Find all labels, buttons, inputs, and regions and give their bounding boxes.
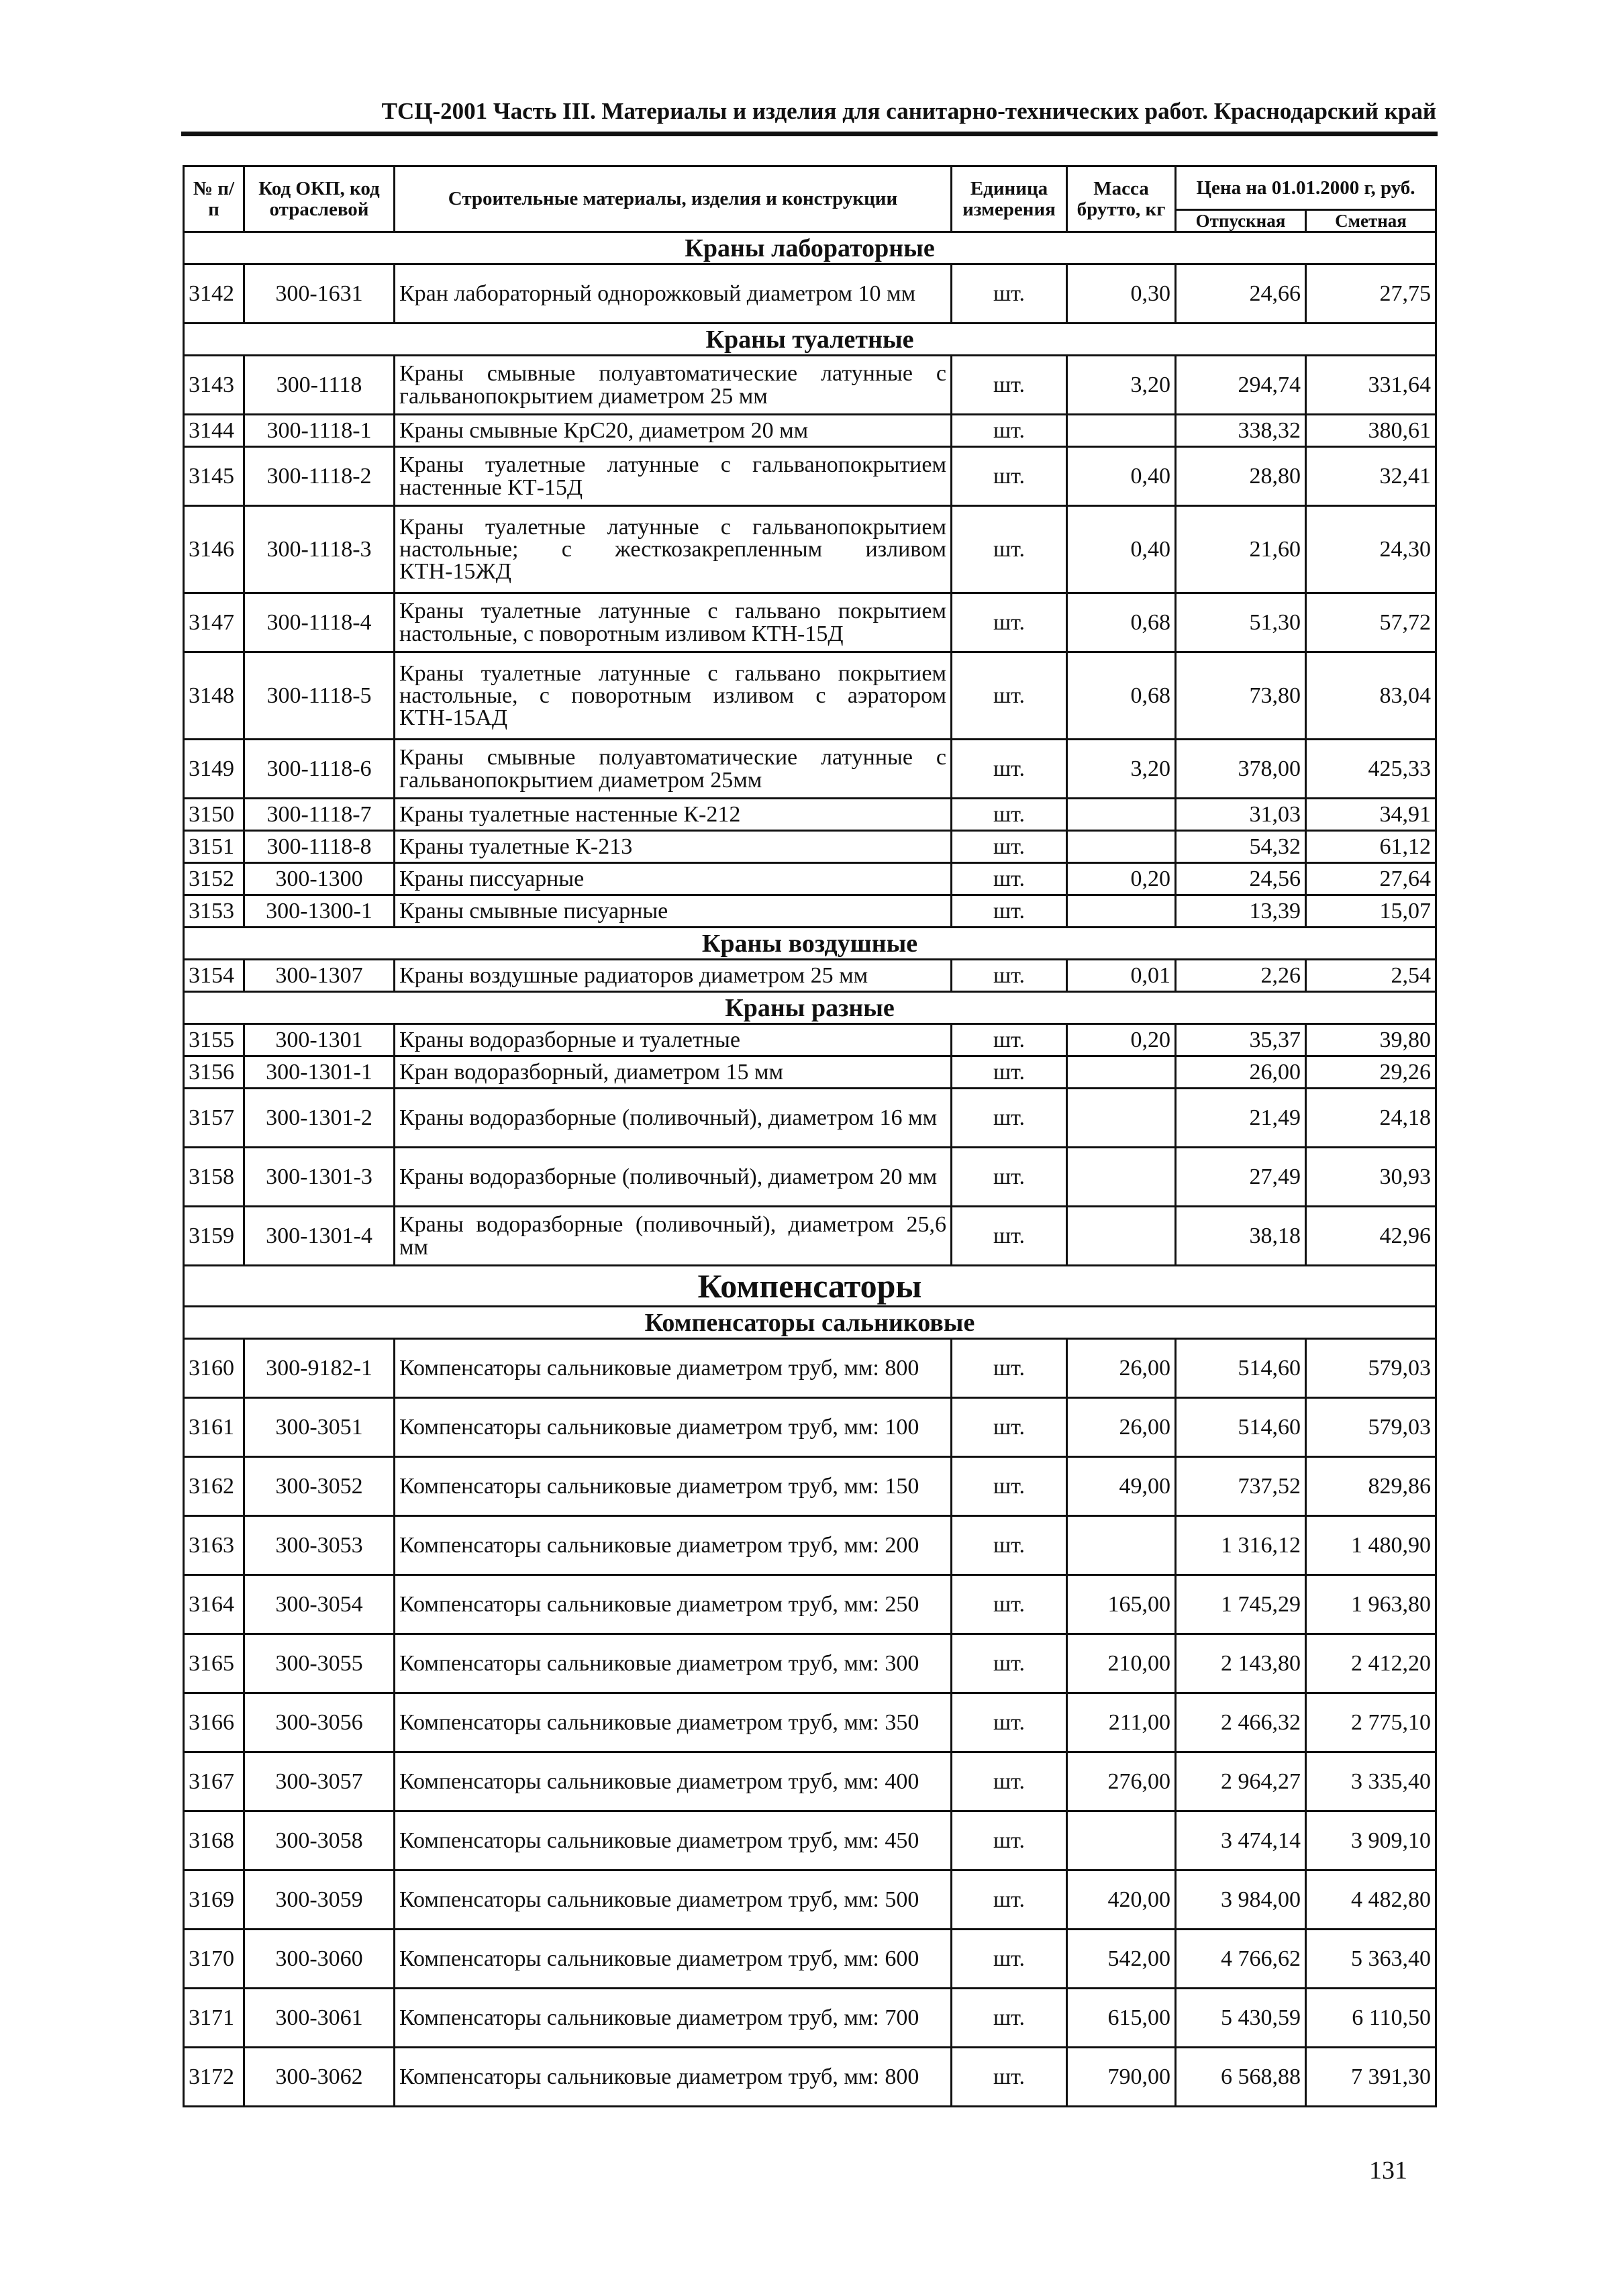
cell-name: Краны водоразборные (поливочный), диаметром 25,6 мм [395, 1207, 952, 1266]
cell-price-estimate: 2 412,20 [1306, 1634, 1436, 1693]
cell-num: 3170 [184, 1930, 244, 1989]
table-row [184, 1398, 1436, 1457]
cell-code: 300-1118-5 [244, 652, 395, 740]
col-header-price: Цена на 01.01.2000 г, руб. [1176, 166, 1436, 210]
cell-price-estimate: 2,54 [1306, 960, 1436, 992]
cell-mass: 26,00 [1067, 1398, 1176, 1457]
cell-code: 300-1118 [244, 356, 395, 415]
cell-price-estimate: 3 335,40 [1306, 1752, 1436, 1811]
table-row [184, 1056, 1436, 1089]
section-row [184, 1266, 1436, 1307]
cell-price-estimate: 29,26 [1306, 1056, 1436, 1089]
cell-code: 300-1118-4 [244, 593, 395, 652]
section-row [184, 928, 1436, 960]
cell-name: Краны туалетные латунные с гальванопокрытием настенные КТ-15Д [395, 447, 952, 506]
cell-unit: шт. [952, 1870, 1067, 1930]
cell-unit: шт. [952, 1207, 1067, 1266]
cell-name: Краны туалетные К-213 [395, 831, 952, 863]
cell-unit: шт. [952, 863, 1067, 895]
cell-code: 300-1118-2 [244, 447, 395, 506]
col-header-unit: Единица измерения [952, 166, 1067, 232]
table-body [184, 232, 1436, 2107]
cell-code: 300-3053 [244, 1516, 395, 1575]
cell-unit: шт. [952, 960, 1067, 992]
cell-code: 300-3054 [244, 1575, 395, 1634]
cell-code: 300-3055 [244, 1634, 395, 1693]
cell-mass: 0,01 [1067, 960, 1176, 992]
cell-name: Компенсаторы сальниковые диаметром труб, мм: 600 [395, 1930, 952, 1989]
cell-price-estimate: 579,03 [1306, 1398, 1436, 1457]
cell-num: 3149 [184, 740, 244, 799]
table-row [184, 1693, 1436, 1752]
cell-mass: 0,40 [1067, 506, 1176, 593]
cell-code: 300-1118-8 [244, 831, 395, 863]
cell-unit: шт. [952, 1024, 1067, 1056]
cell-num: 3148 [184, 652, 244, 740]
table-row [184, 895, 1436, 928]
cell-name: Компенсаторы сальниковые диаметром труб, мм: 300 [395, 1634, 952, 1693]
cell-code: 300-3056 [244, 1693, 395, 1752]
cell-mass: 276,00 [1067, 1752, 1176, 1811]
cell-price-release: 514,60 [1176, 1339, 1306, 1398]
cell-mass: 49,00 [1067, 1457, 1176, 1516]
cell-price-estimate: 61,12 [1306, 831, 1436, 863]
cell-unit: шт. [952, 593, 1067, 652]
cell-code: 300-3059 [244, 1870, 395, 1930]
cell-name: Кран водоразборный, диаметром 15 мм [395, 1056, 952, 1089]
cell-name: Компенсаторы сальниковые диаметром труб, мм: 100 [395, 1398, 952, 1457]
cell-unit: шт. [952, 1575, 1067, 1634]
cell-price-release: 6 568,88 [1176, 2048, 1306, 2107]
cell-price-release: 28,80 [1176, 447, 1306, 506]
col-header-price-estimate: Сметная [1306, 210, 1436, 232]
cell-price-estimate: 4 482,80 [1306, 1870, 1436, 1930]
cell-num: 3159 [184, 1207, 244, 1266]
cell-num: 3146 [184, 506, 244, 593]
cell-unit: шт. [952, 1398, 1067, 1457]
cell-mass [1067, 1516, 1176, 1575]
cell-unit: шт. [952, 1457, 1067, 1516]
cell-mass [1067, 1089, 1176, 1148]
cell-unit: шт. [952, 895, 1067, 928]
table-row [184, 1930, 1436, 1989]
cell-num: 3145 [184, 447, 244, 506]
cell-num: 3165 [184, 1634, 244, 1693]
cell-num: 3150 [184, 799, 244, 831]
table-row [184, 1339, 1436, 1398]
cell-num: 3144 [184, 415, 244, 447]
cell-unit: шт. [952, 1752, 1067, 1811]
table-row [184, 356, 1436, 415]
section-title: Компенсаторы [184, 1266, 1436, 1307]
cell-name: Компенсаторы сальниковые диаметром труб, мм: 800 [395, 2048, 952, 2107]
cell-mass: 165,00 [1067, 1575, 1176, 1634]
cell-mass: 0,20 [1067, 863, 1176, 895]
table-row [184, 447, 1436, 506]
cell-num: 3168 [184, 1811, 244, 1870]
cell-code: 300-3061 [244, 1989, 395, 2048]
table-row [184, 1457, 1436, 1516]
cell-price-estimate: 829,86 [1306, 1457, 1436, 1516]
section-row [184, 992, 1436, 1024]
cell-unit: шт. [952, 1148, 1067, 1207]
cell-name: Компенсаторы сальниковые диаметром труб, мм: 500 [395, 1870, 952, 1930]
cell-price-estimate: 42,96 [1306, 1207, 1436, 1266]
cell-code: 300-1301-1 [244, 1056, 395, 1089]
cell-num: 3162 [184, 1457, 244, 1516]
cell-name: Компенсаторы сальниковые диаметром труб, мм: 350 [395, 1693, 952, 1752]
table-row [184, 740, 1436, 799]
cell-name: Компенсаторы сальниковые диаметром труб, мм: 400 [395, 1752, 952, 1811]
cell-code: 300-9182-1 [244, 1339, 395, 1398]
cell-num: 3154 [184, 960, 244, 992]
cell-num: 3166 [184, 1693, 244, 1752]
table-row [184, 415, 1436, 447]
cell-price-release: 737,52 [1176, 1457, 1306, 1516]
cell-mass: 0,68 [1067, 652, 1176, 740]
cell-price-release: 54,32 [1176, 831, 1306, 863]
cell-code: 300-3052 [244, 1457, 395, 1516]
cell-unit: шт. [952, 1516, 1067, 1575]
cell-price-release: 27,49 [1176, 1148, 1306, 1207]
table-row [184, 652, 1436, 740]
cell-name: Краны воздушные радиаторов диаметром 25 мм [395, 960, 952, 992]
cell-unit: шт. [952, 1693, 1067, 1752]
cell-name: Краны писсуарные [395, 863, 952, 895]
table-row [184, 1989, 1436, 2048]
cell-unit: шт. [952, 447, 1067, 506]
cell-name: Краны водоразборные (поливочный), диаметром 20 мм [395, 1148, 952, 1207]
table-row [184, 1752, 1436, 1811]
cell-code: 300-3060 [244, 1930, 395, 1989]
cell-price-release: 51,30 [1176, 593, 1306, 652]
cell-code: 300-1118-3 [244, 506, 395, 593]
table-row [184, 1024, 1436, 1056]
table-row [184, 1811, 1436, 1870]
cell-price-release: 24,56 [1176, 863, 1306, 895]
cell-name: Компенсаторы сальниковые диаметром труб, мм: 250 [395, 1575, 952, 1634]
cell-price-estimate: 1 963,80 [1306, 1575, 1436, 1634]
cell-price-release: 21,49 [1176, 1089, 1306, 1148]
cell-num: 3153 [184, 895, 244, 928]
cell-price-release: 38,18 [1176, 1207, 1306, 1266]
cell-price-release: 26,00 [1176, 1056, 1306, 1089]
cell-mass [1067, 831, 1176, 863]
cell-num: 3156 [184, 1056, 244, 1089]
cell-name: Компенсаторы сальниковые диаметром труб, мм: 150 [395, 1457, 952, 1516]
table-row [184, 960, 1436, 992]
cell-mass: 0,40 [1067, 447, 1176, 506]
cell-name: Краны смывные полуавтоматические латунные с гальванопокрытием диаметром 25мм [395, 740, 952, 799]
col-header-code: Код ОКП, код отраслевой [244, 166, 395, 232]
cell-mass: 420,00 [1067, 1870, 1176, 1930]
cell-code: 300-1307 [244, 960, 395, 992]
cell-name: Кран лабораторный однорожковый диаметром 10 мм [395, 264, 952, 323]
cell-price-estimate: 425,33 [1306, 740, 1436, 799]
cell-price-release: 3 984,00 [1176, 1870, 1306, 1930]
cell-price-release: 3 474,14 [1176, 1811, 1306, 1870]
page-number: 131 [1369, 2156, 1407, 2185]
cell-code: 300-3062 [244, 2048, 395, 2107]
cell-name: Краны смывные КрС20, диаметром 20 мм [395, 415, 952, 447]
cell-code: 300-1300 [244, 863, 395, 895]
table-row [184, 264, 1436, 323]
cell-mass: 0,20 [1067, 1024, 1176, 1056]
cell-name: Краны туалетные латунные с гальвано покрытием настольные, с поворотным изливом КТН-15Д [395, 593, 952, 652]
cell-price-estimate: 27,64 [1306, 863, 1436, 895]
col-header-name: Строительные материалы, изделия и конструкции [395, 166, 952, 232]
cell-num: 3171 [184, 1989, 244, 2048]
header-rule [181, 132, 1438, 136]
cell-code: 300-1301-2 [244, 1089, 395, 1148]
cell-price-estimate: 579,03 [1306, 1339, 1436, 1398]
cell-price-release: 1 316,12 [1176, 1516, 1306, 1575]
cell-unit: шт. [952, 1089, 1067, 1148]
cell-price-release: 4 766,62 [1176, 1930, 1306, 1989]
cell-price-estimate: 5 363,40 [1306, 1930, 1436, 1989]
cell-price-estimate: 2 775,10 [1306, 1693, 1436, 1752]
cell-unit: шт. [952, 1056, 1067, 1089]
cell-price-release: 2 143,80 [1176, 1634, 1306, 1693]
cell-mass: 790,00 [1067, 2048, 1176, 2107]
cell-code: 300-1118-6 [244, 740, 395, 799]
table-row [184, 1089, 1436, 1148]
cell-mass [1067, 1056, 1176, 1089]
cell-code: 300-1300-1 [244, 895, 395, 928]
table-row [184, 1575, 1436, 1634]
section-row [184, 1307, 1436, 1339]
cell-unit: шт. [952, 1339, 1067, 1398]
cell-price-estimate: 32,41 [1306, 447, 1436, 506]
cell-num: 3160 [184, 1339, 244, 1398]
cell-code: 300-1118-7 [244, 799, 395, 831]
cell-mass [1067, 1811, 1176, 1870]
cell-mass: 3,20 [1067, 356, 1176, 415]
cell-price-release: 1 745,29 [1176, 1575, 1306, 1634]
table-row [184, 593, 1436, 652]
cell-name: Компенсаторы сальниковые диаметром труб, мм: 800 [395, 1339, 952, 1398]
cell-price-release: 514,60 [1176, 1398, 1306, 1457]
cell-name: Краны туалетные латунные с гальванопокрытием настольные; с жесткозакрепленным изливом КТН-15ЖД [395, 506, 952, 593]
cell-num: 3169 [184, 1870, 244, 1930]
cell-price-estimate: 24,30 [1306, 506, 1436, 593]
cell-price-release: 21,60 [1176, 506, 1306, 593]
price-table [183, 165, 1437, 2107]
cell-mass: 26,00 [1067, 1339, 1176, 1398]
cell-unit: шт. [952, 356, 1067, 415]
cell-code: 300-1301-3 [244, 1148, 395, 1207]
cell-num: 3143 [184, 356, 244, 415]
cell-name: Краны смывные писуарные [395, 895, 952, 928]
cell-price-estimate: 15,07 [1306, 895, 1436, 928]
cell-price-release: 35,37 [1176, 1024, 1306, 1056]
page-header: ТСЦ-2001 Часть III. Материалы и изделия для санитарно-технических работ. Краснодарский край [381, 98, 1436, 124]
cell-mass: 211,00 [1067, 1693, 1176, 1752]
cell-code: 300-3051 [244, 1398, 395, 1457]
table-row [184, 1516, 1436, 1575]
cell-name: Краны смывные полуавтоматические латунные с гальванопокрытием диаметром 25 мм [395, 356, 952, 415]
cell-mass [1067, 1148, 1176, 1207]
cell-price-release: 2 964,27 [1176, 1752, 1306, 1811]
cell-price-release: 338,32 [1176, 415, 1306, 447]
cell-price-estimate: 6 110,50 [1306, 1989, 1436, 2048]
table-row [184, 1148, 1436, 1207]
cell-code: 300-3057 [244, 1752, 395, 1811]
cell-price-estimate: 39,80 [1306, 1024, 1436, 1056]
cell-mass [1067, 1207, 1176, 1266]
cell-price-estimate: 24,18 [1306, 1089, 1436, 1148]
cell-num: 3147 [184, 593, 244, 652]
cell-num: 3152 [184, 863, 244, 895]
cell-unit: шт. [952, 2048, 1067, 2107]
cell-num: 3157 [184, 1089, 244, 1148]
cell-num: 3158 [184, 1148, 244, 1207]
cell-name: Краны туалетные латунные с гальвано покрытием настольные, с поворотным изливом с аэратором КТН-15АД [395, 652, 952, 740]
cell-unit: шт. [952, 652, 1067, 740]
section-row [184, 232, 1436, 264]
cell-code: 300-3058 [244, 1811, 395, 1870]
cell-price-estimate: 27,75 [1306, 264, 1436, 323]
cell-unit: шт. [952, 1989, 1067, 2048]
cell-price-estimate: 380,61 [1306, 415, 1436, 447]
cell-mass: 0,68 [1067, 593, 1176, 652]
cell-price-release: 13,39 [1176, 895, 1306, 928]
cell-price-release: 294,74 [1176, 356, 1306, 415]
cell-unit: шт. [952, 264, 1067, 323]
cell-unit: шт. [952, 831, 1067, 863]
cell-unit: шт. [952, 1930, 1067, 1989]
cell-price-release: 73,80 [1176, 652, 1306, 740]
col-header-price-release: Отпускная [1176, 210, 1306, 232]
cell-price-estimate: 1 480,90 [1306, 1516, 1436, 1575]
cell-price-estimate: 57,72 [1306, 593, 1436, 652]
cell-price-release: 5 430,59 [1176, 1989, 1306, 2048]
cell-price-release: 2,26 [1176, 960, 1306, 992]
col-header-num: № п/п [184, 166, 244, 232]
cell-mass [1067, 415, 1176, 447]
cell-num: 3161 [184, 1398, 244, 1457]
cell-mass: 542,00 [1067, 1930, 1176, 1989]
table-row [184, 506, 1436, 593]
cell-name: Краны водоразборные и туалетные [395, 1024, 952, 1056]
cell-mass: 3,20 [1067, 740, 1176, 799]
cell-price-estimate: 331,64 [1306, 356, 1436, 415]
cell-name: Компенсаторы сальниковые диаметром труб, мм: 200 [395, 1516, 952, 1575]
table-row [184, 1634, 1436, 1693]
cell-code: 300-1631 [244, 264, 395, 323]
cell-unit: шт. [952, 415, 1067, 447]
cell-unit: шт. [952, 1811, 1067, 1870]
cell-price-release: 378,00 [1176, 740, 1306, 799]
cell-num: 3164 [184, 1575, 244, 1634]
cell-price-estimate: 83,04 [1306, 652, 1436, 740]
col-header-mass: Масса брутто, кг [1067, 166, 1176, 232]
section-title: Компенсаторы сальниковые [184, 1307, 1436, 1339]
cell-price-release: 24,66 [1176, 264, 1306, 323]
table-row [184, 831, 1436, 863]
section-title: Краны разные [184, 992, 1436, 1024]
cell-unit: шт. [952, 506, 1067, 593]
cell-price-estimate: 3 909,10 [1306, 1811, 1436, 1870]
cell-num: 3151 [184, 831, 244, 863]
section-title: Краны туалетные [184, 323, 1436, 356]
cell-unit: шт. [952, 740, 1067, 799]
cell-mass [1067, 895, 1176, 928]
cell-num: 3142 [184, 264, 244, 323]
cell-num: 3167 [184, 1752, 244, 1811]
cell-mass [1067, 799, 1176, 831]
cell-price-estimate: 7 391,30 [1306, 2048, 1436, 2107]
cell-code: 300-1118-1 [244, 415, 395, 447]
cell-price-release: 2 466,32 [1176, 1693, 1306, 1752]
section-title: Краны лабораторные [184, 232, 1436, 264]
cell-unit: шт. [952, 799, 1067, 831]
cell-num: 3163 [184, 1516, 244, 1575]
cell-unit: шт. [952, 1634, 1067, 1693]
cell-code: 300-1301-4 [244, 1207, 395, 1266]
cell-mass: 0,30 [1067, 264, 1176, 323]
table-row [184, 2048, 1436, 2107]
table-row [184, 1870, 1436, 1930]
table-row [184, 799, 1436, 831]
cell-name: Компенсаторы сальниковые диаметром труб, мм: 450 [395, 1811, 952, 1870]
cell-num: 3155 [184, 1024, 244, 1056]
section-title: Краны воздушные [184, 928, 1436, 960]
cell-num: 3172 [184, 2048, 244, 2107]
cell-name: Компенсаторы сальниковые диаметром труб, мм: 700 [395, 1989, 952, 2048]
cell-mass: 210,00 [1067, 1634, 1176, 1693]
section-row [184, 323, 1436, 356]
cell-price-estimate: 34,91 [1306, 799, 1436, 831]
table-row [184, 1207, 1436, 1266]
cell-price-release: 31,03 [1176, 799, 1306, 831]
cell-price-estimate: 30,93 [1306, 1148, 1436, 1207]
cell-name: Краны туалетные настенные К-212 [395, 799, 952, 831]
cell-code: 300-1301 [244, 1024, 395, 1056]
cell-mass: 615,00 [1067, 1989, 1176, 2048]
cell-name: Краны водоразборные (поливочный), диаметром 16 мм [395, 1089, 952, 1148]
table-row [184, 863, 1436, 895]
